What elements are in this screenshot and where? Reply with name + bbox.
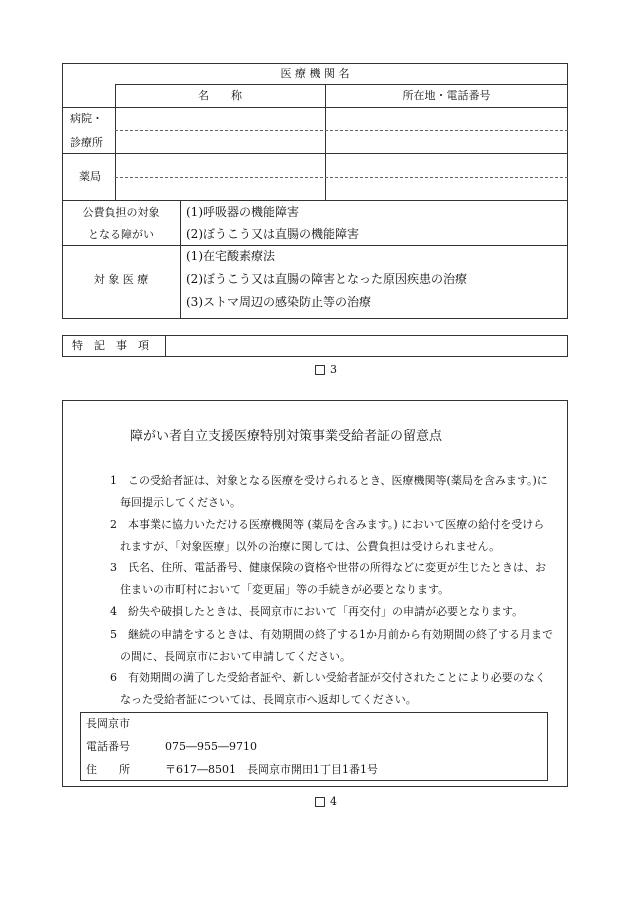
page-number-3: 3	[315, 363, 337, 376]
public-burden-item: (2)ぼうこう又は直腸の機能障害	[186, 227, 359, 241]
note-item: 5 継続の申請をするときは、有効期間の終了する1か月前から有効期間の終了する月までの間に、長岡京市において申請してください。	[110, 628, 553, 663]
page-number-4: 4	[315, 795, 337, 808]
col-name-header: 名 称	[198, 89, 242, 102]
notes-title: 障がい者自立支援医療特別対策事業受給者証の留意点	[130, 429, 443, 444]
hospital-label-2: 診療所	[70, 136, 103, 149]
square-icon	[315, 365, 325, 375]
public-burden-label-1: 公費負担の対象	[82, 206, 160, 219]
contact-city: 長岡京市	[86, 717, 130, 730]
note-item: 3 氏名、住所、電話番号、健康保険の資格や世帯の所得などに変更が生じたときは、お住まいの市町村において「変更届」等の手続きが必要となります。	[110, 561, 546, 596]
square-icon	[315, 797, 325, 807]
treatment-item: (3)ストマ周辺の感染防止等の治療	[186, 295, 371, 309]
note-item: 1 この受給者証は、対象となる医療を受けられるとき、医療機関等(薬局を含みます。)に毎回提示してください。	[110, 474, 548, 509]
treatment-label: 対 象 医 療	[93, 273, 149, 286]
contact-address-label: 住 所	[86, 763, 130, 776]
note-item: 2 本事業に協力いただける医療機関等 (薬局を含みます。) において医療の給付を受けられますが、「対象医療」以外の治療に関しては、公費負担は受けられません。	[110, 518, 545, 553]
hospital-label-1: 病院・	[70, 112, 103, 125]
special-notes-label: 特 記 事 項	[72, 339, 149, 352]
treatment-item: (2)ぼうこう又は直腸の障害となった原因疾患の治療	[186, 272, 468, 286]
public-burden-label-2: となる障がい	[88, 228, 154, 241]
note-item: 6 有効期間の満了した受給者証や、新しい受給者証が交付されたことにより必要のなくなった受給者証については、長岡京市へ返却してください。	[110, 671, 546, 706]
contact-address: 〒617―8501 長岡京市開田1丁目1番1号	[165, 763, 378, 776]
institutions-title: 医 療 機 関 名	[280, 67, 350, 80]
contact-phone-label: 電話番号	[86, 740, 130, 753]
public-burden-item: (1)呼吸器の機能障害	[186, 205, 299, 219]
note-item: 4 紛失や破損したときは、長岡京市において「再交付」の申請が必要となります。	[110, 605, 524, 618]
pharmacy-label: 薬局	[79, 170, 101, 183]
contact-phone: 075―955―9710	[165, 740, 257, 753]
col-address-header: 所在地・電話番号	[402, 89, 491, 102]
treatment-item: (1)在宅酸素療法	[186, 249, 275, 263]
